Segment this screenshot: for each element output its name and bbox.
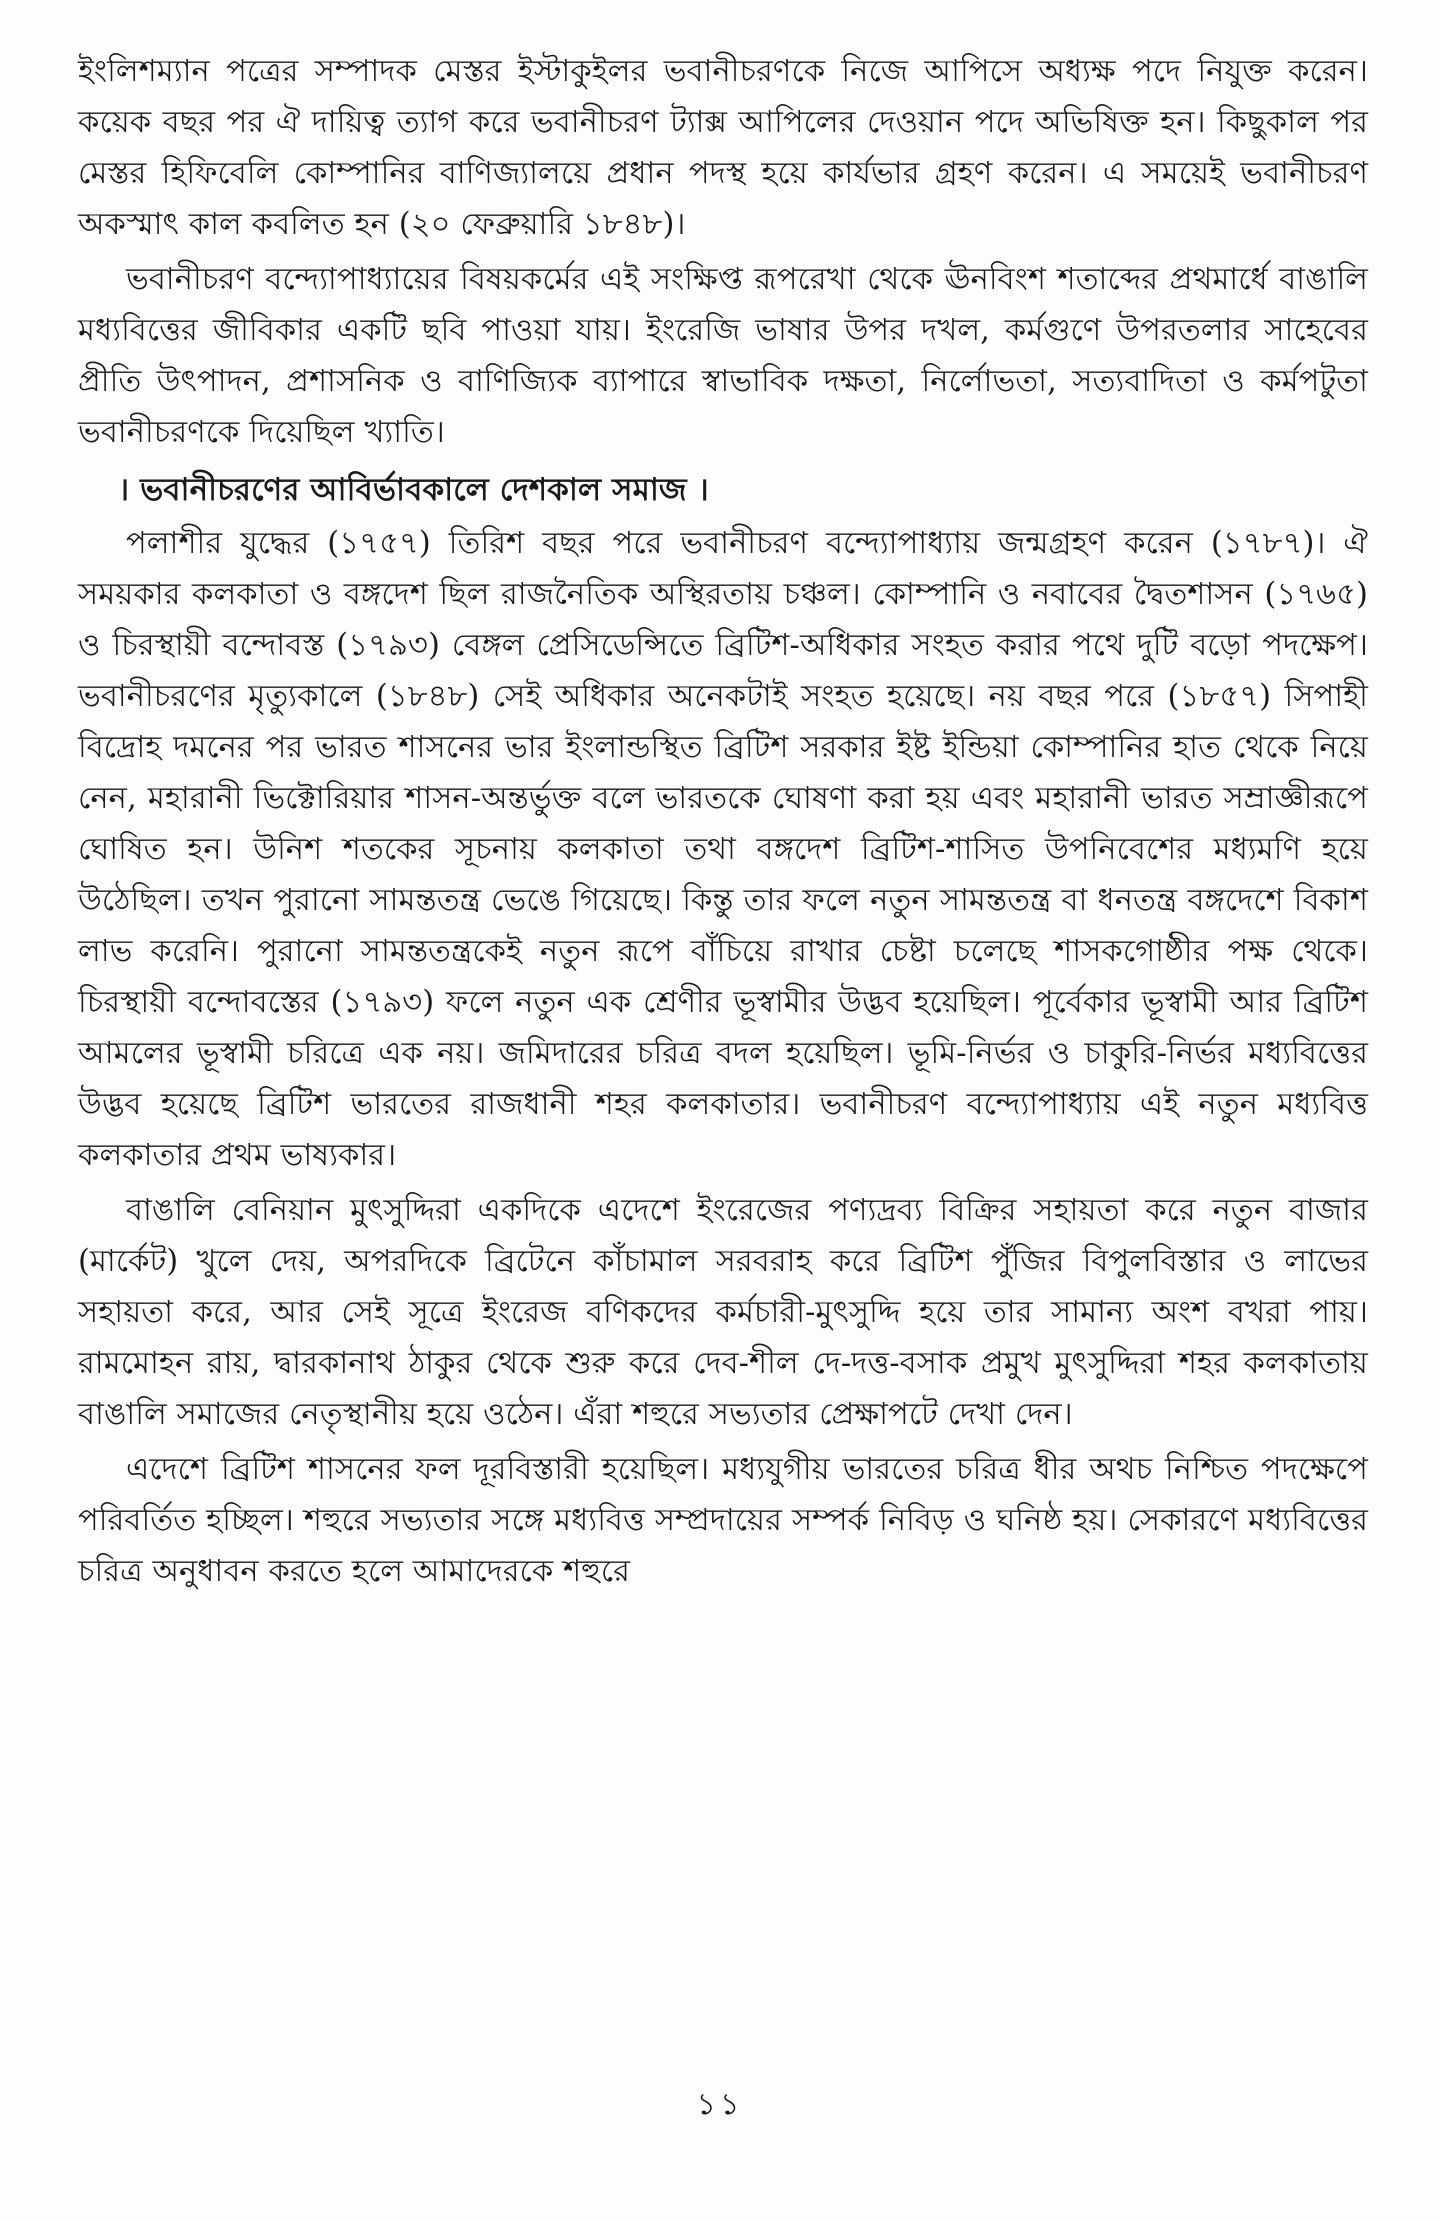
book-page — [78, 46, 1368, 2156]
paragraph-3: পলাশীর যুদ্ধের (১৭৫৭) তিরিশ বছর পরে ভবানীচরণ বন্দ্যোপাধ্যায় জন্মগ্রহণ করেন (১৭৮৭)। ঐ সময়কার কলকাতা ও বঙ্গদেশ ছিল রাজনৈতিক অস্থিরতায় চঞ্চল। কোম্পানি ও নবাবের দ্বৈতশাসন (১৭৬৫) ও চিরস্থায়ী বন্দোবস্ত (১৭৯৩) বেঙ্গল প্রেসিডেন্সিতে ব্রিটিশ-অধিকার সংহত করার পথে দুটি বড়ো পদক্ষেপ। ভবানীচরণের মৃত্যুকালে (১৮৪৮) সেই অধিকার অনেকটাই সংহত হয়েছে। নয় বছর পরে (১৮৫৭) সিপাহী বিদ্রোহ দমনের পর ভারত শাসনের ভার ইংলান্ডস্থিত ব্রিটিশ সরকার ইষ্ট ইন্ডিয়া কোম্পানির হাত থেকে নিয়ে নেন, মহারানী ভিক্টোরিয়ার শাসন-অন্তর্ভুক্ত বলে ভারতকে ঘোষণা করা হয় এবং মহারানী ভারত সম্রাজ্ঞীরূপে ঘোষিত হন। উনিশ শতকের সূচনায় কলকাতা তথা বঙ্গদেশ ব্রিটিশ-শাসিত উপনিবেশের মধ্যমণি হয়ে উঠেছিল। তখন পুরানো সামন্ততন্ত্র ভেঙে গিয়েছে। কিন্তু তার ফলে নতুন সামন্ততন্ত্র বা ধনতন্ত্র বঙ্গদেশে বিকাশ লাভ করেনি। পুরানো সামন্ততন্ত্রকেই নতুন রূপে বাঁচিয়ে রাখার চেষ্টা চলেছে শাসকগোষ্ঠীর পক্ষ থেকে। চিরস্থায়ী বন্দোবস্তের (১৭৯৩) ফলে নতুন এক শ্রেণীর ভূস্বামীর উদ্ভব হয়েছিল। পূর্বেকার ভূস্বামী আর ব্রিটিশ আমলের ভূস্বামী চরিত্রে এক নয়। জমিদারের চরিত্র বদল হয়েছিল। ভূমি-নির্ভর ও চাকুরি-নির্ভর মধ্যবিত্তের উদ্ভব হয়েছে ব্রিটিশ ভারতের রাজধানী শহর কলকাতার। ভবানীচরণ বন্দ্যোপাধ্যায় এই নতুন মধ্যবিত্ত কলকাতার প্রথম ভাষ্যকার। — [78, 526, 1368, 1173]
paragraph-2: ভবানীচরণ বন্দ্যোপাধ্যায়ের বিষয়কর্মের এই সংক্ষিপ্ত রূপরেখা থেকে ঊনবিংশ শতাব্দের প্রথমার্ধে বাঙালি মধ্যবিত্তের জীবিকার একটি ছবি পাওয়া যায়। ইংরেজি ভাষার উপর দখল, কর্মগুণে উপরতলার সাহেবের প্রীতি উৎপাদন, প্রশাসনিক ও বাণিজ্যিক ব্যাপারে স্বাভাবিক দক্ষতা, নির্লোভতা, সত্যবাদিতা ও কর্মপটুতা ভবানীচরণকে দিয়েছিল খ্যাতি। — [78, 262, 1368, 450]
paragraph-4: বাঙালি বেনিয়ান মুৎসুদ্দিরা একদিকে এদেশে ইংরেজের পণ্যদ্রব্য বিক্রির সহায়তা করে নতুন বাজার (মার্কেট) খুলে দেয়, অপরদিকে ব্রিটেনে কাঁচামাল সরবরাহ করে ব্রিটিশ পুঁজির বিপুলবিস্তার ও লাভের সহায়তা করে, আর সেই সূত্রে ইংরেজ বণিকদের কর্মচারী-মুৎসুদ্দি হয়ে তার সামান্য অংশ বখরা পায়। রামমোহন রায়, দ্বারকানাথ ঠাকুর থেকে শুরু করে দেব-শীল দে-দত্ত-বসাক প্রমুখ মুৎসুদ্দিরা শহর কলকাতায় বাঙালি সমাজের নেতৃস্থানীয় হয়ে ওঠেন। এঁরা শহুরে সভ্যতার প্রেক্ষাপটে দেখা দেন। — [78, 1193, 1368, 1432]
paragraph-5: এদেশে ব্রিটিশ শাসনের ফল দূরবিস্তারী হয়েছিল। মধ্যযুগীয় ভারতের চরিত্র ধীর অথচ নিশ্চিত পদক্ষেপে পরিবর্তিত হচ্ছিল। শহুরে সভ্যতার সঙ্গে মধ্যবিত্ত সম্প্রদায়ের সম্পর্ক নিবিড় ও ঘনিষ্ঠ হয়। সেকারণে মধ্যবিত্তের চরিত্র অনুধাবন করতে হলে আমাদেরকে শহুরে — [78, 1452, 1368, 1589]
page-body — [78, 46, 1368, 1597]
paragraph-1: ইংলিশম্যান পত্রের সম্পাদক মেস্তর ইস্টাকুইলর ভবানীচরণকে নিজে আপিসে অধ্যক্ষ পদে নিযুক্ত করেন। কয়েক বছর পর ঐ দায়িত্ব ত্যাগ করে ভবানীচরণ ট্যাক্স আপিলের দেওয়ান পদে অভিষিক্ত হন। কিছুকাল পর মেস্তর হিফিবেলি কোম্পানির বাণিজ্যালয়ে প্রধান পদস্থ হয়ে কার্যভার গ্রহণ করেন। এ সময়েই ভবানীচরণ অকস্মাৎ কাল কবলিত হন (২০ ফেব্রুয়ারি ১৮৪৮)। — [78, 54, 1368, 242]
section-heading: । ভবানীচরণের আবির্ভাবকালে দেশকাল সমাজ । — [118, 472, 709, 508]
page-number: ১১ — [696, 2087, 744, 2122]
